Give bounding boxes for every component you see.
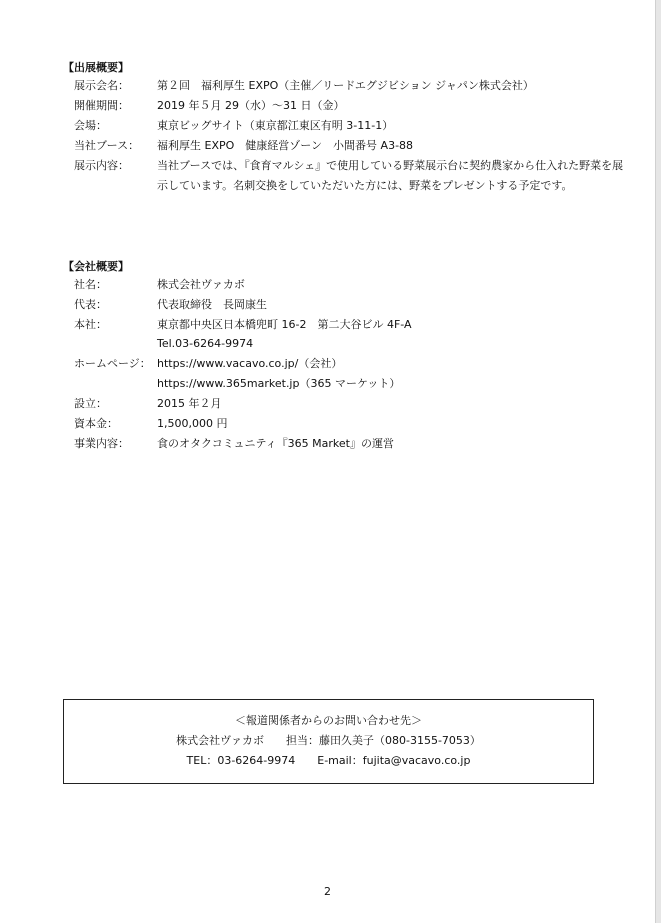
row-value: https://www.365market.jp（365 マーケット） [157, 377, 401, 390]
contact-heading: ＜報道関係者からのお問い合わせ先＞ [235, 714, 422, 727]
row-value: 2015 年２月 [157, 397, 222, 410]
company-row-headquarters [74, 318, 412, 331]
row-label: ホームページ： [74, 357, 151, 370]
row-value: 代表取締役 長岡康生 [157, 298, 267, 311]
row-label: 当社ブース： [74, 139, 140, 152]
exhibition-row-content [74, 159, 624, 172]
page-number: 2 [324, 885, 331, 898]
contact-tel-email-line: TEL：03-6264-9974 E-mail：fujita@vacavo.co.jp [186, 754, 471, 767]
press-contact-box [63, 699, 594, 784]
exhibition-row-booth [74, 139, 414, 152]
company-row-business [74, 437, 394, 450]
row-label: 事業内容： [74, 437, 129, 450]
company-row-founded [74, 397, 222, 410]
row-label: 本社： [74, 318, 107, 331]
company-row-name [74, 278, 245, 291]
row-value: Tel.03-6264-9974 [157, 337, 254, 350]
row-value: 1,500,000 円 [157, 417, 228, 430]
row-value: 東京ビッグサイト（東京都江東区有明 3-11-1） [157, 119, 394, 132]
row-value: 2019 年５月 29（水）～31 日（金） [157, 99, 345, 112]
contact-person-line: 株式会社ヴァカボ 担当：藤田久美子（080-3155-7053） [176, 734, 481, 747]
row-value: 東京都中央区日本橋兜町 16-2 第二大谷ビル 4F-A [157, 318, 412, 331]
row-value: https://www.vacavo.co.jp/（会社） [157, 357, 343, 370]
row-label: 設立： [74, 397, 107, 410]
row-label: 代表： [74, 298, 107, 311]
company-row-homepage-2 [74, 377, 401, 390]
row-label: 社名： [74, 278, 107, 291]
row-label: 展示内容： [74, 159, 129, 172]
row-label: 会場： [74, 119, 107, 132]
row-value: 食のオタクコミュニティ『365 Market』の運営 [157, 437, 394, 450]
exhibition-row-period [74, 99, 345, 112]
company-row-tel [74, 337, 254, 350]
exhibition-row-name [74, 79, 534, 92]
row-value: 福利厚生 EXPO 健康経営ゾーン 小間番号 A3-88 [157, 139, 414, 152]
row-label: 開催期間： [74, 99, 129, 112]
row-label: 資本金： [74, 417, 118, 430]
exhibition-section-title: 【出展概要】 [63, 61, 129, 74]
row-value: 当社ブースでは、『食育マルシェ』で使用している野菜展示台に契約農家から仕入れた野菜を展 [157, 159, 624, 172]
row-label: 展示会名： [74, 79, 129, 92]
row-value: 第２回 福利厚生 EXPO（主催／リードエグジビション ジャパン株式会社） [157, 79, 534, 92]
company-section-title: 【会社概要】 [63, 260, 129, 273]
exhibition-row-venue [74, 119, 394, 132]
company-row-representative [74, 298, 267, 311]
company-row-capital [74, 417, 228, 430]
exhibition-content-continuation: 示しています。名刺交換をしていただいた方には、野菜をプレゼントする予定です。 [157, 179, 573, 192]
viewer-background-edge [656, 0, 661, 923]
company-row-homepage [74, 357, 343, 370]
row-value: 株式会社ヴァカボ [157, 278, 245, 291]
